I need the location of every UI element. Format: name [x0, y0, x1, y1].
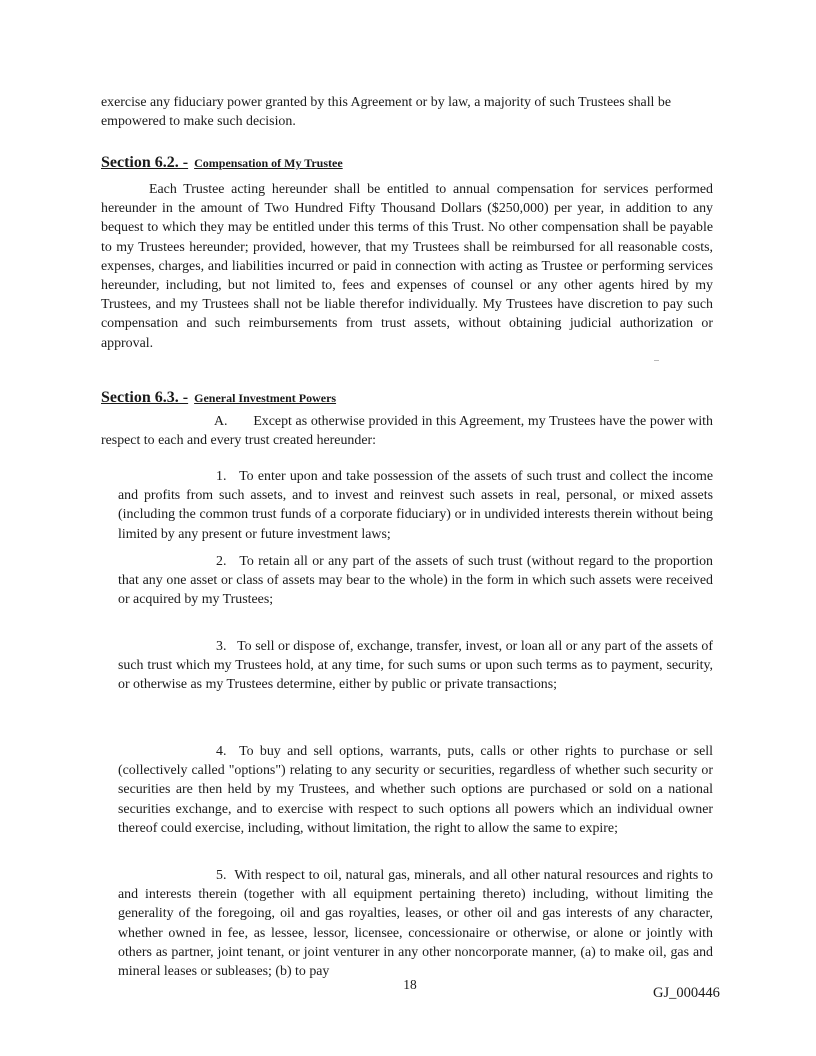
section-6-2-heading [101, 147, 343, 174]
power-item-2 [118, 552, 713, 610]
intro-paragraph: exercise any fiduciary power granted by this Agreement or by law, a majority of such Trustees shall be empowered to make such decision. [101, 95, 672, 130]
power-item-number: 2. [216, 554, 227, 569]
power-item-text: To enter upon and take possession of the assets of such trust and collect the income and profits from such assets, and to invest and reinvest such assets in real, personal, or mixed assets (including the common trust funds of a corporate fiduciary) or in undivided interests therein without being limited by any present or future investment laws; [118, 469, 713, 542]
subsection-a-text: Except as otherwise provided in this Agreement, my Trustees have the power with respect to each and every trust created hereunder: [101, 414, 713, 449]
power-item-text: With respect to oil, natural gas, minerals, and all other natural resources and rights to and interests therein (together with all equipment pertaining thereto) including, without limiting the generality of the foregoing, oil and gas royalties, leases, or other oil and gas interests of any character, whether owned in fee, as lessee, lessor, licensee, concessionaire or otherwise, or alone or jointly with others as partner, joint tenant, or joint venturer in any other noncorporate manner, (a) to make oil, gas and mineral leases or subleases; (b) to pay [118, 868, 713, 980]
page-number: 18 [403, 977, 417, 992]
section-6-2-title: Compensation of My Trustee [194, 156, 343, 170]
power-item-5 [118, 866, 713, 981]
power-item-number: 3. [216, 639, 227, 654]
power-item-3 [118, 637, 713, 695]
power-item-number: 5. [216, 868, 227, 883]
scan-artifact-mark [654, 360, 659, 361]
power-item-text: To retain all or any part of the assets of such trust (without regard to the proportion that any one asset or class of assets may bear to the whole) in the form in which such assets were received or acquired by my Trustees; [118, 554, 714, 608]
power-item-1 [118, 467, 713, 544]
power-item-number: 1. [216, 469, 227, 484]
power-item-number: 4. [216, 744, 227, 759]
section-6-2-number: Section 6.2. - [101, 154, 189, 171]
power-item-4 [118, 742, 713, 838]
section-6-3-title: General Investment Powers [194, 391, 337, 405]
subsection-a-paragraph [101, 412, 713, 450]
section-6-3-number: Section 6.3. - [101, 389, 189, 406]
subsection-a-label: A. [214, 414, 228, 429]
section-6-3-heading [101, 382, 336, 409]
bates-number: GJ_000446 [653, 985, 720, 1001]
compensation-paragraph: Each Trustee acting hereunder shall be entitled to annual compensation for services performed hereunder in the amount of Two Hundred Fifty Thousand Dollars ($250,000) per year, in addition to any bequest to which they may be entitled under this terms of this Trust. No other compensation shall be payable to my Trustees hereunder; provided, however, that my Trustees shall be reimbursed for all reasonable costs, expenses, charges, and liabilities incurred or paid in connection with acting as Trustee or performing services hereunder, including, but not limited to, fees and expenses of counsel or any other agents hired by my Trustees, and my Trustees shall not be liable therefor individually. My Trustees have discretion to pay such compensation and such reimbursements from trust assets, without obtaining judicial authorization or approval. [101, 182, 713, 351]
power-item-text: To sell or dispose of, exchange, transfer, invest, or loan all or any part of the assets of such trust which my Trustees hold, at any time, for such sums or upon such terms as to payment, security, or otherwise as my Trustees determine, either by public or private transactions; [118, 639, 713, 693]
power-item-text: To buy and sell options, warrants, puts, calls or other rights to purchase or sell (collectively called "options") relating to any security or securities, regardless of whether such security or securities are then held by my Trustees, and whether such options are purchased or sold on a national securities exchange, and to exercise with respect to such options all powers which an individual owner thereof could exercise, including, without limitation, the right to allow the same to expire; [118, 744, 714, 836]
